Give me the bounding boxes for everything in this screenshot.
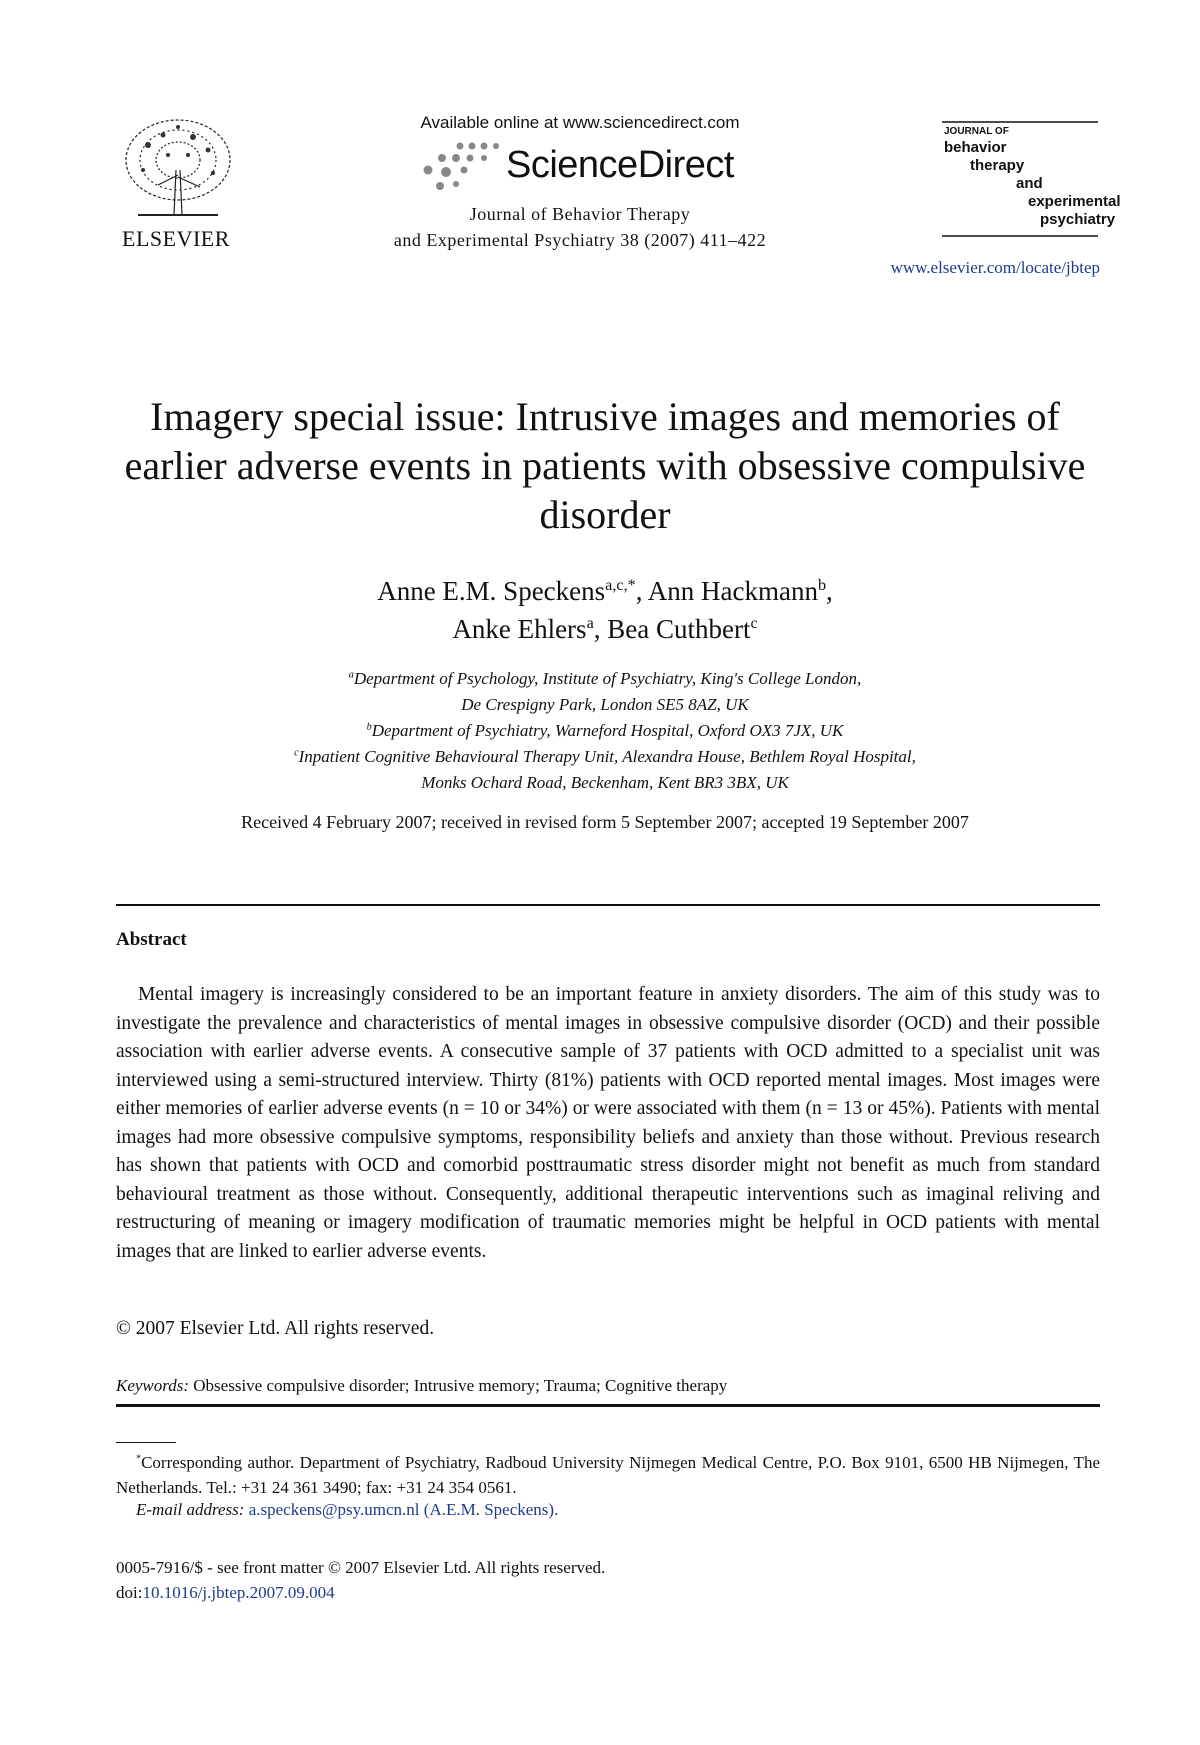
affiliation-c: $^c$Inpatient Cognitive Behavioural Therapy Unit, Alexandra House, Bethlem Royal Hospital, [294, 747, 916, 766]
email-suffix: (A.E.M. Speckens). [423, 1500, 559, 1519]
doi-line [116, 1583, 335, 1603]
elsevier-tree-logo [118, 115, 238, 220]
issn-line: 0005-7916/$ - see front matter © 2007 Elsevier Ltd. All rights reserved. [116, 1558, 606, 1577]
divider-bottom [116, 1404, 1100, 1407]
corresponding-author-footnote [116, 1450, 1100, 1500]
footnote-rule [116, 1442, 176, 1443]
author-1: Anne E.M. Speckens$^{a,c,*}$, [377, 576, 648, 606]
sciencedirect-wordmark: ScienceDirect [506, 144, 734, 186]
keywords [116, 1376, 1100, 1396]
journal-logo-line5: experimental [1028, 193, 1121, 210]
sciencedirect-logo [420, 140, 760, 195]
keywords-label: Keywords: [116, 1376, 190, 1395]
affiliation-c-cont: Monks Ochard Road, Beckenham, Kent BR3 3BX, UK [421, 773, 789, 792]
doi-link[interactable]: 10.1016/j.jbtep.2007.09.004 [142, 1583, 335, 1602]
received-dates: Received 4 February 2007; received in revised form 5 September 2007; accepted 19 September 2007 [241, 812, 969, 832]
email-link[interactable]: a.speckens@psy.umcn.nl [248, 1500, 420, 1519]
journal-logo-line4: and [1016, 175, 1043, 192]
author-list [110, 572, 1100, 648]
author-2: Ann Hackmann$^b$, [647, 576, 833, 606]
affiliations [110, 666, 1100, 796]
abstract-heading: Abstract [116, 929, 187, 950]
publisher-name: ELSEVIER [122, 226, 230, 251]
abstract-copyright: © 2007 Elsevier Ltd. All rights reserved. [116, 1318, 435, 1339]
journal-url-link[interactable]: www.elsevier.com/locate/jbtep [890, 258, 1100, 277]
journal-logo-line2: behavior [944, 139, 1007, 156]
email-line [136, 1500, 558, 1520]
abstract-body: Mental imagery is increasingly considered to be an important feature in anxiety disorders. The aim of this study was to investigate the prevalence and characteristics of mental images in obsessive compulsive disorder (OCD) and their possible association with earlier adverse events. A consecutive sample of 37 patients with OCD admitted to a specialist unit was interviewed using a semi-structured interview. Thirty (81%) patients with OCD reported mental images. Most images were either memories of earlier adverse events (n = 10 or 34%) or were associated with them (n = 13 or 45%). Patients with mental images had more obsessive compulsive symptoms, responsibility beliefs and anxiety than those without. Previous research has shown that patients with OCD and comorbid posttraumatic stress disorder might not benefit as much from standard behavioural treatment as those without. Consequently, additional therapeutic interventions such as imaginal reliving and restructuring of meaning or imagery modification of traumatic memories might be helpful in OCD patients with mental images that are linked to earlier adverse events. [116, 984, 1100, 1262]
email-label: E-mail address: [136, 1500, 245, 1519]
footnote-marker: * [136, 1453, 142, 1465]
journal-name: Journal of Behavior Therapy [469, 204, 691, 224]
doi-prefix: doi: [116, 1583, 143, 1602]
affiliation-a: $^a$Department of Psychology, Institute of Psychiatry, King's College London, [348, 669, 862, 688]
journal-logo-line6: psychiatry [1040, 211, 1116, 228]
author-4: Bea Cuthbert$^c$ [607, 614, 758, 644]
available-online: Available online at www.sciencedirect.com [420, 113, 740, 132]
affiliation-a-cont: De Crespigny Park, London SE5 8AZ, UK [461, 695, 749, 714]
keywords-text: Obsessive compulsive disorder; Intrusive memory; Trauma; Cognitive therapy [193, 1376, 728, 1395]
article-title: Imagery special issue: Intrusive images and memories of earlier adverse events in patients with obsessive compulsive disorder [124, 394, 1086, 537]
sciencedirect-dots-icon [420, 140, 500, 195]
journal-logo-line3: therapy [970, 157, 1025, 174]
journal-logo [940, 120, 1121, 240]
journal-logo-line1: JOURNAL OF [944, 126, 1009, 137]
author-3: Anke Ehlers$^a$, [452, 614, 608, 644]
affiliation-b: $^b$Department of Psychiatry, Warneford Hospital, Oxford OX3 7JX, UK [366, 721, 844, 740]
footnote-text: Corresponding author. Department of Psychiatry, Radboud University Nijmegen Medical Centre, P.O. Box 9101, 6500 HB Nijmegen, The Netherlands. Tel.: +31 24 361 3490; fax: +31 24 354 0561. [116, 1453, 1100, 1497]
journal-citation: and Experimental Psychiatry 38 (2007) 411–422 [393, 230, 767, 250]
divider-top [116, 904, 1100, 906]
